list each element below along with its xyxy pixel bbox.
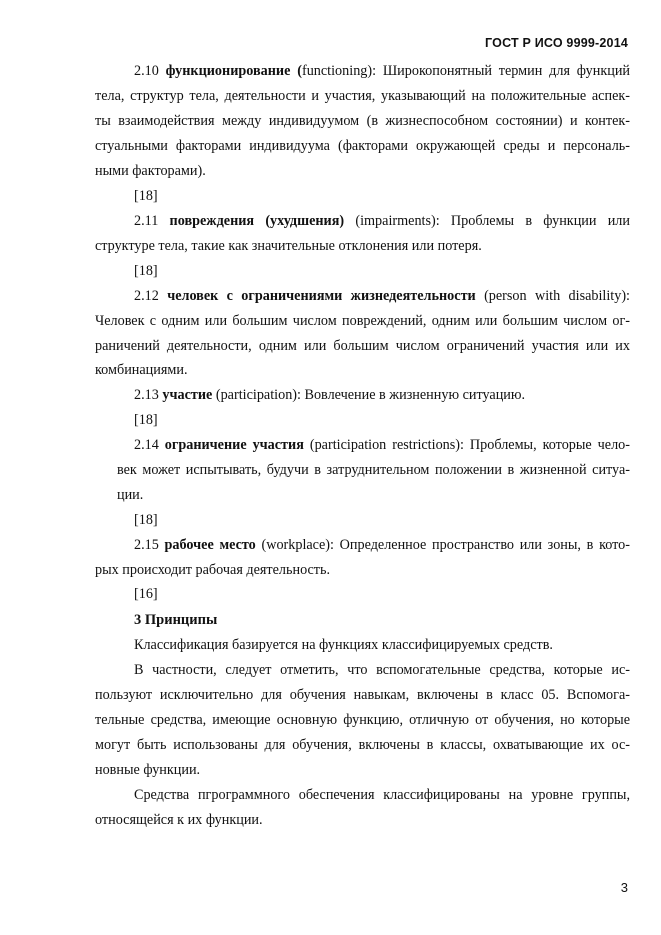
text-line: ты взаимодействия между индивидуумом (в жизнеспособном состоянии) и контек-	[95, 113, 630, 129]
section-heading: 3 Принципы	[134, 612, 218, 628]
reference: [18]	[134, 188, 158, 204]
text-line: раничений деятельности, одним или большим числом ограничений участия или их	[95, 338, 630, 354]
reference: [18]	[134, 412, 158, 428]
text-line: тельные средства, имеющие основную функцию, отличную от обучения, но которые	[95, 712, 630, 728]
definition-2-12: 2.12 человек с ограничениями жизнедеятельности (person with disability):	[134, 288, 631, 304]
text-line: структуре тела, такие как значительные отклонения или потеря.	[95, 238, 482, 254]
definition-2-10: 2.10 функционирование (functioning): Широкопонятный термин для функций	[134, 63, 631, 79]
text-line: рых происходит рабочая деятельность.	[95, 562, 331, 578]
text-line: ными факторами).	[95, 163, 206, 179]
text-line: ции.	[117, 487, 144, 503]
text-line: Средства пгрограммного обеспечения классифицированы на уровне группы,	[134, 787, 630, 803]
text-line: комбинациями.	[95, 362, 188, 378]
document-header: ГОСТ Р ИСО 9999-2014	[485, 36, 628, 50]
text-line: Классификация базируется на функциях классифицируемых средств.	[134, 637, 553, 653]
text-line: относящейся к их функции.	[95, 812, 263, 828]
reference: [18]	[134, 512, 158, 528]
text-line: стуальными факторами индивидуума (факторами окружающей среды и персональ-	[95, 138, 630, 154]
definition-2-15: 2.15 рабочее место (workplace): Определенное пространство или зоны, в кото-	[134, 537, 630, 553]
text-line: тела, структур тела, деятельности и участия, указывающий на положительные аспек-	[95, 88, 630, 104]
text-line: век может испытывать, будучи в затруднительном положении в жизненной ситуа-	[117, 462, 630, 478]
text-line: В частности, следует отметить, что вспомогательные средства, которые ис-	[134, 662, 630, 678]
definition-2-14: 2.14 ограничение участия (participation restrictions): Проблемы, которые чело-	[134, 437, 631, 453]
reference: [18]	[134, 263, 158, 279]
definition-2-11: 2.11 повреждения (ухудшения) (impairments): Проблемы в функции или	[134, 213, 630, 229]
reference: [16]	[134, 586, 158, 602]
page-number: 3	[620, 880, 628, 895]
text-line: пользуют исключительно для обучения навыкам, включены в класс 05. Вспомога-	[95, 687, 630, 703]
definition-2-13: 2.13 участие (participation): Вовлечение в жизненную ситуацию.	[134, 387, 526, 403]
text-line: новные функции.	[95, 762, 201, 778]
text-line: Человек с одним или большим числом повреждений, одним или большим числом ог-	[95, 313, 630, 329]
text-line: могут быть использованы для обучения, включены в классы, охватывающие их ос-	[95, 737, 630, 753]
